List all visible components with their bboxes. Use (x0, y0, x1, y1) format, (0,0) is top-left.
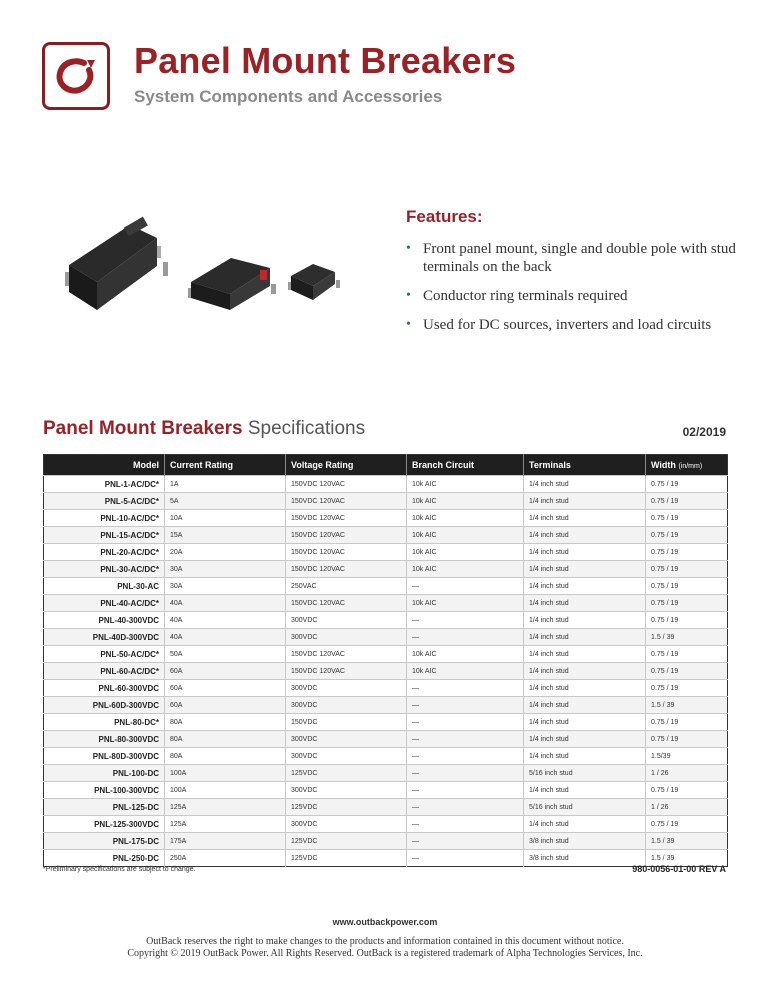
table-cell: 10k AIC (407, 544, 524, 561)
table-header-row (44, 455, 728, 476)
table-cell: 10k AIC (407, 646, 524, 663)
table-cell: 1/4 inch stud (524, 578, 646, 595)
table-cell: — (407, 782, 524, 799)
table-row (44, 714, 728, 731)
table-cell: 300VDC (286, 629, 407, 646)
model-cell: PNL-1-AC/DC* (44, 476, 165, 493)
table-cell: 0.75 / 19 (646, 646, 728, 663)
model-cell: PNL-125-DC (44, 799, 165, 816)
table-cell: 40A (165, 612, 286, 629)
table-row (44, 578, 728, 595)
model-cell: PNL-15-AC/DC* (44, 527, 165, 544)
table-cell: 1/4 inch stud (524, 731, 646, 748)
table-cell: 1/4 inch stud (524, 476, 646, 493)
table-cell: 80A (165, 731, 286, 748)
table-cell: 0.75 / 19 (646, 816, 728, 833)
table-cell: 5/16 inch stud (524, 799, 646, 816)
table-cell: 100A (165, 782, 286, 799)
table-cell: 40A (165, 595, 286, 612)
table-cell: 50A (165, 646, 286, 663)
page-subtitle: System Components and Accessories (134, 87, 443, 106)
table-cell: 0.75 / 19 (646, 782, 728, 799)
spec-table (43, 454, 728, 867)
table-cell: 1/4 inch stud (524, 561, 646, 578)
table-row (44, 629, 728, 646)
table-cell: 300VDC (286, 680, 407, 697)
table-cell: 10k AIC (407, 595, 524, 612)
spec-heading: Panel Mount Breakers Specifications (43, 418, 366, 439)
model-cell: PNL-30-AC/DC* (44, 561, 165, 578)
bullet-icon: • (406, 241, 411, 256)
copyright-notice: Copyright © 2019 OutBack Power. All Rights Reserved. OutBack is a registered trademark of Alpha Technologies Services, Inc. (127, 948, 643, 959)
table-cell: 30A (165, 561, 286, 578)
table-cell: 1/4 inch stud (524, 646, 646, 663)
model-cell: PNL-60-AC/DC* (44, 663, 165, 680)
table-row (44, 663, 728, 680)
column-header: Model (44, 455, 165, 476)
table-cell: 10A (165, 510, 286, 527)
table-cell: 250A (165, 850, 286, 867)
table-cell: 20A (165, 544, 286, 561)
table-cell: 0.75 / 19 (646, 510, 728, 527)
breaker-product-photo (45, 210, 385, 340)
table-cell: 1 / 26 (646, 799, 728, 816)
table-cell: — (407, 816, 524, 833)
website-url: www.outbackpower.com (332, 917, 438, 927)
model-cell: PNL-80-300VDC (44, 731, 165, 748)
table-cell: 125A (165, 799, 286, 816)
table-cell: 300VDC (286, 731, 407, 748)
table-cell: 10k AIC (407, 561, 524, 578)
table-cell: 125VDC (286, 799, 407, 816)
model-cell: PNL-10-AC/DC* (44, 510, 165, 527)
model-cell: PNL-40D-300VDC (44, 629, 165, 646)
table-cell: 3/8 inch stud (524, 850, 646, 867)
table-row (44, 748, 728, 765)
table-cell: 300VDC (286, 697, 407, 714)
table-cell: 250VAC (286, 578, 407, 595)
table-cell: 150VDC 120VAC (286, 510, 407, 527)
table-cell: 1/4 inch stud (524, 663, 646, 680)
table-cell: 10k AIC (407, 663, 524, 680)
table-cell: 0.75 / 19 (646, 714, 728, 731)
column-header: Branch Circuit (407, 455, 524, 476)
model-cell: PNL-30-AC (44, 578, 165, 595)
table-cell: 10k AIC (407, 493, 524, 510)
model-cell: PNL-80-DC* (44, 714, 165, 731)
table-cell: 30A (165, 578, 286, 595)
table-cell: 80A (165, 748, 286, 765)
table-cell: 1.5 / 39 (646, 833, 728, 850)
model-cell: PNL-40-300VDC (44, 612, 165, 629)
table-cell: 1/4 inch stud (524, 748, 646, 765)
table-cell: 5/16 inch stud (524, 765, 646, 782)
table-row (44, 782, 728, 799)
table-cell: 3/8 inch stud (524, 833, 646, 850)
spec-date: 02/2019 (682, 425, 726, 439)
table-cell: 1 / 26 (646, 765, 728, 782)
table-cell: 0.75 / 19 (646, 680, 728, 697)
table-cell: 0.75 / 19 (646, 544, 728, 561)
table-cell: 1/4 inch stud (524, 544, 646, 561)
model-cell: PNL-175-DC (44, 833, 165, 850)
table-cell: 15A (165, 527, 286, 544)
table-cell: 0.75 / 19 (646, 476, 728, 493)
feature-item: • Conductor ring terminals required (406, 288, 628, 304)
table-cell: 150VDC 120VAC (286, 663, 407, 680)
table-row (44, 510, 728, 527)
model-cell: PNL-125-300VDC (44, 816, 165, 833)
table-row (44, 595, 728, 612)
table-cell: — (407, 833, 524, 850)
table-cell: 80A (165, 714, 286, 731)
bullet-icon: • (406, 317, 411, 332)
table-row (44, 680, 728, 697)
table-cell: — (407, 731, 524, 748)
preliminary-note: *Preliminary specifications are subject to change. (43, 866, 196, 873)
table-cell: 0.75 / 19 (646, 561, 728, 578)
table-cell: 1.5/39 (646, 748, 728, 765)
table-cell: 150VDC (286, 714, 407, 731)
width-unit: (in/mm) (678, 463, 703, 470)
table-row (44, 799, 728, 816)
table-cell: 1/4 inch stud (524, 714, 646, 731)
table-cell: 125A (165, 816, 286, 833)
table-cell: 10k AIC (407, 527, 524, 544)
table-cell: 0.75 / 19 (646, 527, 728, 544)
table-cell: 1.5 / 39 (646, 629, 728, 646)
table-cell: — (407, 748, 524, 765)
document-number: 980-0056-01-00 REV A (632, 864, 726, 874)
table-cell: 1.5 / 39 (646, 697, 728, 714)
table-row (44, 646, 728, 663)
table-cell: 10k AIC (407, 476, 524, 493)
table-cell: 60A (165, 697, 286, 714)
table-cell: — (407, 612, 524, 629)
table-cell: 300VDC (286, 816, 407, 833)
table-cell: — (407, 697, 524, 714)
table-cell: 0.75 / 19 (646, 663, 728, 680)
table-cell: 300VDC (286, 748, 407, 765)
table-cell: 125VDC (286, 850, 407, 867)
table-cell: 1/4 inch stud (524, 527, 646, 544)
table-cell: 1/4 inch stud (524, 510, 646, 527)
table-cell: 1A (165, 476, 286, 493)
table-cell: 0.75 / 19 (646, 578, 728, 595)
table-row (44, 816, 728, 833)
table-cell: 300VDC (286, 612, 407, 629)
table-cell: 0.75 / 19 (646, 612, 728, 629)
table-cell: 1/4 inch stud (524, 816, 646, 833)
table-cell: 150VDC 120VAC (286, 527, 407, 544)
table-cell: 150VDC 120VAC (286, 544, 407, 561)
table-cell: — (407, 714, 524, 731)
table-cell: 0.75 / 19 (646, 493, 728, 510)
table-cell: 60A (165, 663, 286, 680)
table-cell: 100A (165, 765, 286, 782)
bullet-icon: • (406, 288, 411, 303)
table-cell: 1/4 inch stud (524, 612, 646, 629)
table-cell: 1/4 inch stud (524, 595, 646, 612)
model-cell: PNL-20-AC/DC* (44, 544, 165, 561)
model-cell: PNL-60D-300VDC (44, 697, 165, 714)
table-cell: 125VDC (286, 765, 407, 782)
model-cell: PNL-100-300VDC (44, 782, 165, 799)
model-cell: PNL-50-AC/DC* (44, 646, 165, 663)
table-cell: 10k AIC (407, 510, 524, 527)
table-row (44, 612, 728, 629)
outback-logo-icon (42, 42, 110, 110)
table-cell: 1/4 inch stud (524, 493, 646, 510)
table-cell: 0.75 / 19 (646, 595, 728, 612)
table-row (44, 476, 728, 493)
table-cell: 60A (165, 680, 286, 697)
feature-item: • Front panel mount, single and double pole with stud terminals on the back (406, 241, 736, 275)
features-heading: Features: (406, 207, 483, 226)
table-cell: — (407, 578, 524, 595)
table-row (44, 697, 728, 714)
table-row (44, 833, 728, 850)
table-row (44, 527, 728, 544)
model-cell: PNL-60-300VDC (44, 680, 165, 697)
spec-table-body (44, 476, 728, 867)
model-cell: PNL-5-AC/DC* (44, 493, 165, 510)
feature-item: • Used for DC sources, inverters and load circuits (406, 317, 712, 333)
table-cell: 150VDC 120VAC (286, 595, 407, 612)
model-cell: PNL-80D-300VDC (44, 748, 165, 765)
table-cell: 150VDC 120VAC (286, 646, 407, 663)
column-header: Terminals (524, 455, 646, 476)
table-row (44, 544, 728, 561)
table-cell: 175A (165, 833, 286, 850)
table-cell: 1/4 inch stud (524, 680, 646, 697)
model-cell: PNL-100-DC (44, 765, 165, 782)
table-cell: — (407, 850, 524, 867)
table-cell: 1/4 inch stud (524, 629, 646, 646)
column-header: Voltage Rating (286, 455, 407, 476)
table-cell: 1/4 inch stud (524, 697, 646, 714)
table-cell: 40A (165, 629, 286, 646)
column-header: Width (in/mm) (646, 455, 728, 476)
table-cell: 150VDC 120VAC (286, 493, 407, 510)
table-cell: — (407, 765, 524, 782)
table-cell: 150VDC 120VAC (286, 561, 407, 578)
table-cell: 1.5 / 39 (646, 850, 728, 867)
table-cell: — (407, 799, 524, 816)
table-cell: 150VDC 120VAC (286, 476, 407, 493)
table-row (44, 850, 728, 867)
column-header: Current Rating (165, 455, 286, 476)
table-cell: — (407, 680, 524, 697)
table-cell: 125VDC (286, 833, 407, 850)
model-cell: PNL-250-DC (44, 850, 165, 867)
table-row (44, 561, 728, 578)
table-cell: — (407, 629, 524, 646)
table-cell: 300VDC (286, 782, 407, 799)
table-cell: 0.75 / 19 (646, 731, 728, 748)
legal-notice: OutBack reserves the right to make changes to the products and information contained in this document without notice. (146, 936, 624, 947)
table-cell: 1/4 inch stud (524, 782, 646, 799)
table-row (44, 765, 728, 782)
table-row (44, 493, 728, 510)
features-list (406, 240, 746, 345)
table-row (44, 731, 728, 748)
page-title: Panel Mount Breakers (134, 40, 517, 81)
table-cell: 5A (165, 493, 286, 510)
model-cell: PNL-40-AC/DC* (44, 595, 165, 612)
